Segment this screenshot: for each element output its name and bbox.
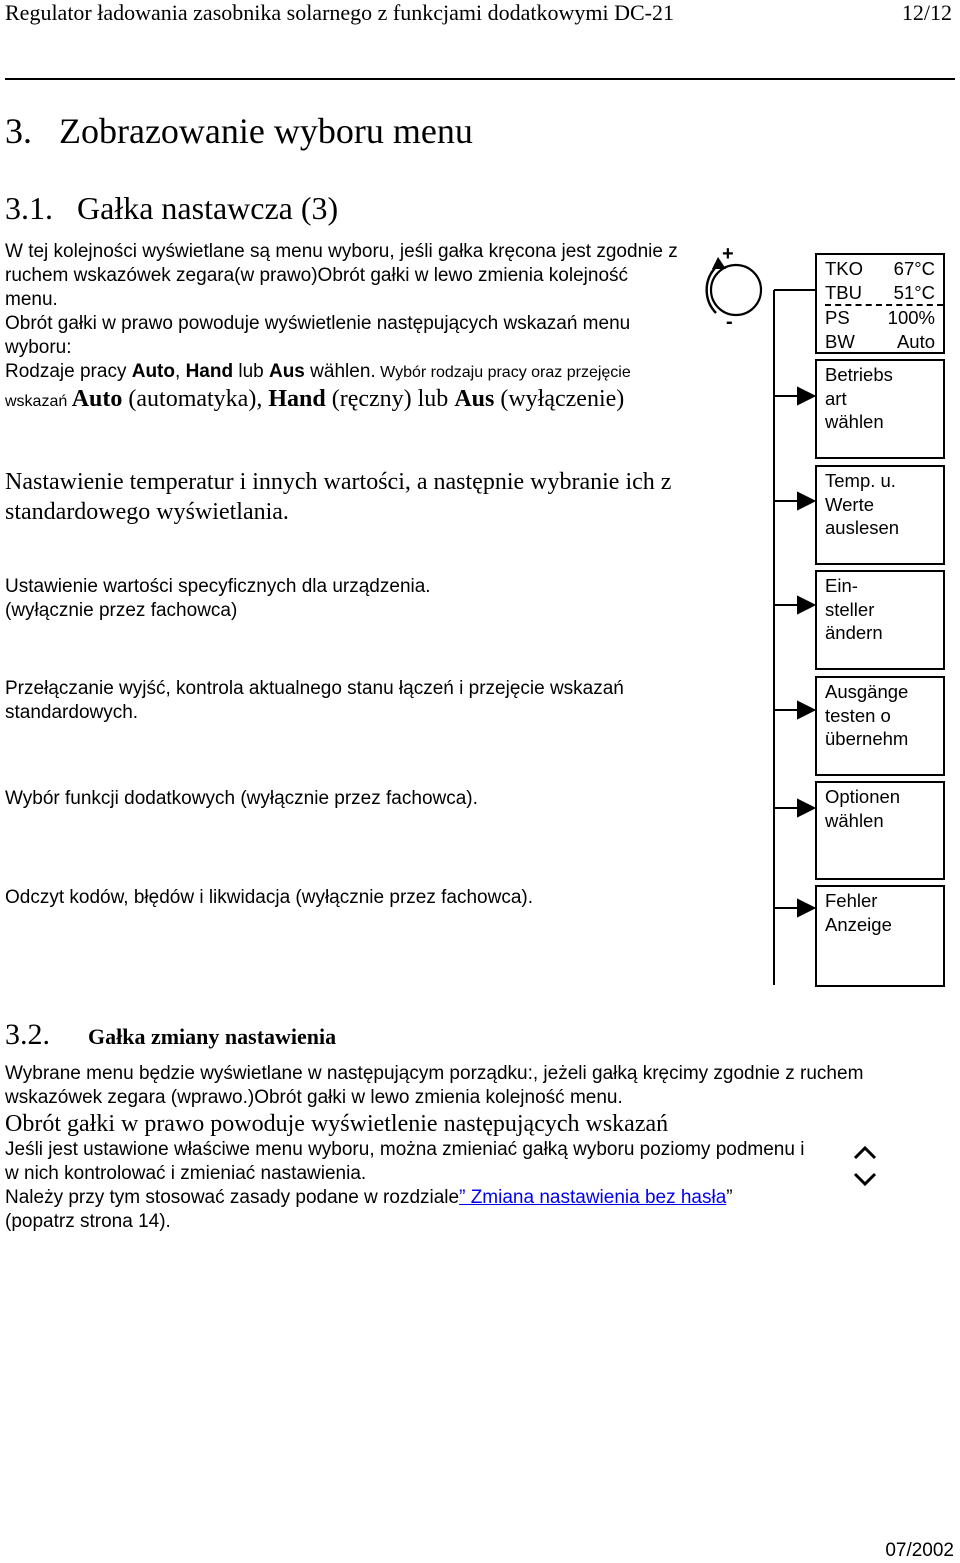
modes-wahlen: wählen.	[304, 361, 376, 382]
paragraph-4-suffix: ” (popatrz strona 14).	[5, 1187, 733, 1232]
display-row-tbu	[825, 281, 943, 307]
menu-line: übernehm	[825, 728, 909, 749]
options-description: Wybór funkcji dodatkowych (wyłącznie przez fachowca).	[5, 788, 478, 809]
display-value: Auto	[896, 330, 935, 352]
section-3-2-paragraph-3: Jeśli jest ustawione właściwe menu wyboru, można zmieniać gałką wyboru poziomy podmenu i w nich kontrolować i zmieniać nastawienia.	[5, 1139, 805, 1184]
footer-date: 07/2002	[885, 1540, 954, 1561]
document-title: Regulator ładowania zasobnika solarnego z funkcjami dodatkowymi DC-21	[5, 0, 674, 25]
display-value: 67°C	[893, 258, 935, 279]
device-description	[5, 575, 705, 623]
section-3-2-number: 3.2.	[5, 1018, 50, 1051]
menu-line: Werte	[825, 493, 875, 515]
menu-box-errors	[815, 885, 945, 987]
display-value: 100%	[887, 307, 935, 328]
display-label: BW	[825, 330, 855, 352]
outputs-description: Przełączanie wyjść, kontrola aktualnego stanu łączeń i przejęcie wskazań standardowych.	[5, 678, 624, 723]
knob-plus-label: +	[722, 243, 734, 265]
section-3-2-heading	[5, 1018, 336, 1052]
modes-lub: lub	[233, 361, 269, 382]
temp-description: Nastawienie temperatur i innych wartości, a następnie wybranie ich z standardowego wyświetlania.	[5, 469, 672, 525]
section-3-1-heading: 3.1. Gałka nastawcza (3)	[5, 190, 339, 226]
mode-aus: Aus	[268, 361, 305, 382]
menu-line: ändern	[825, 622, 883, 643]
section-3-2-title: Gałka zmiany nastawienia	[88, 1024, 337, 1049]
aus-desc: (wyłączenie)	[494, 386, 625, 412]
header-divider	[5, 78, 955, 80]
errors-description: Odczyt kodów, błędów i likwidacja (wyłącznie przez fachowca).	[5, 887, 533, 908]
modes-prefix: Rodzaje pracy	[5, 361, 132, 382]
menu-line: Anzeige	[825, 913, 892, 935]
display-row-tko	[825, 257, 943, 281]
display-panel	[815, 253, 945, 354]
menu-line: testen o	[825, 704, 891, 726]
menu-line: art	[825, 387, 847, 409]
knob-icon	[707, 257, 761, 315]
intro-paragraph-1: W tej kolejności wyświetlane są menu wyboru, jeśli gałka kręcona jest zgodnie z ruchem wskazówek zegara(w prawo)Obrót gałki w lewo zmienia kolejność menu.	[5, 241, 678, 310]
menu-line: Ausgänge	[825, 681, 909, 702]
menu-line: Fehler	[825, 890, 878, 911]
section-3-heading: 3. Zobrazowanie wyboru menu	[5, 111, 473, 151]
menu-box-temperatures	[815, 465, 945, 565]
display-label: TBU	[825, 281, 862, 303]
device-description-line-1: Ustawienie wartości specyficznych dla urządzenia.	[5, 576, 431, 597]
menu-line: Betriebs	[825, 364, 893, 385]
display-row-bw	[825, 330, 943, 354]
menu-line: wählen	[825, 411, 884, 432]
menu-box-options	[815, 781, 945, 880]
display-label: PS	[825, 307, 850, 328]
menu-line: wählen	[825, 809, 884, 831]
section-3-2-paragraph-1: Wybrane menu będzie wyświetlane w następującym porządku:, jeżeli gałką kręcimy zgodnie z ruchem wskazówek zegara (wprawo.)Obrót gałki w lewo zmienia kolejność menu.	[5, 1063, 864, 1108]
intro-block	[5, 240, 685, 414]
aus-label: Aus	[454, 386, 495, 412]
paragraph-4-prefix: Należy przy tym stosować zasady podane w rozdziale	[5, 1187, 460, 1208]
modes-comma: ,	[175, 361, 186, 382]
auto-desc: (automatyka),	[122, 386, 269, 412]
mode-auto: Auto	[131, 361, 175, 382]
display-value: 51°C	[893, 281, 935, 303]
device-description-line-2: (wyłącznie przez fachowca)	[5, 600, 238, 621]
menu-box-operating-mode	[815, 359, 945, 459]
knob-minus-label: -	[726, 311, 733, 333]
intro-paragraph-2: Obrót gałki w prawo powoduje wyświetlenie następujących wskazań menu wyboru:	[5, 313, 631, 358]
menu-line: Temp. u.	[825, 470, 896, 491]
adjust-knob-icon	[850, 1142, 880, 1190]
section-3-2-body	[5, 1062, 960, 1234]
page-number: 12/12	[901, 0, 952, 25]
menu-line: auslesen	[825, 517, 900, 538]
mode-hand: Hand	[185, 361, 234, 382]
section-3-2-paragraph-2: Obrót gałki w prawo powoduje wyświetlenie następujących wskazań	[5, 1111, 669, 1137]
section-3-2-paragraph-4	[5, 1186, 795, 1234]
menu-line: steller	[825, 598, 875, 620]
arrow-icons	[774, 388, 814, 916]
menu-diagram	[700, 245, 960, 995]
modes-paragraph	[5, 360, 685, 414]
display-label: TKO	[825, 258, 864, 279]
display-row-ps	[825, 306, 943, 330]
hand-desc: (ręczny) lub	[325, 386, 455, 412]
modes-small-text: Wybór rodzaju pracy oraz przejęcie wskazań	[5, 364, 636, 410]
auto-label: Auto	[71, 386, 123, 412]
change-settings-link[interactable]: ” Zmiana nastawienia bez hasła	[459, 1187, 727, 1208]
menu-line: Ein-	[825, 575, 858, 596]
menu-line: Optionen	[825, 786, 901, 807]
menu-box-installer	[815, 570, 945, 670]
menu-box-outputs	[815, 676, 945, 776]
hand-label: Hand	[268, 386, 326, 412]
